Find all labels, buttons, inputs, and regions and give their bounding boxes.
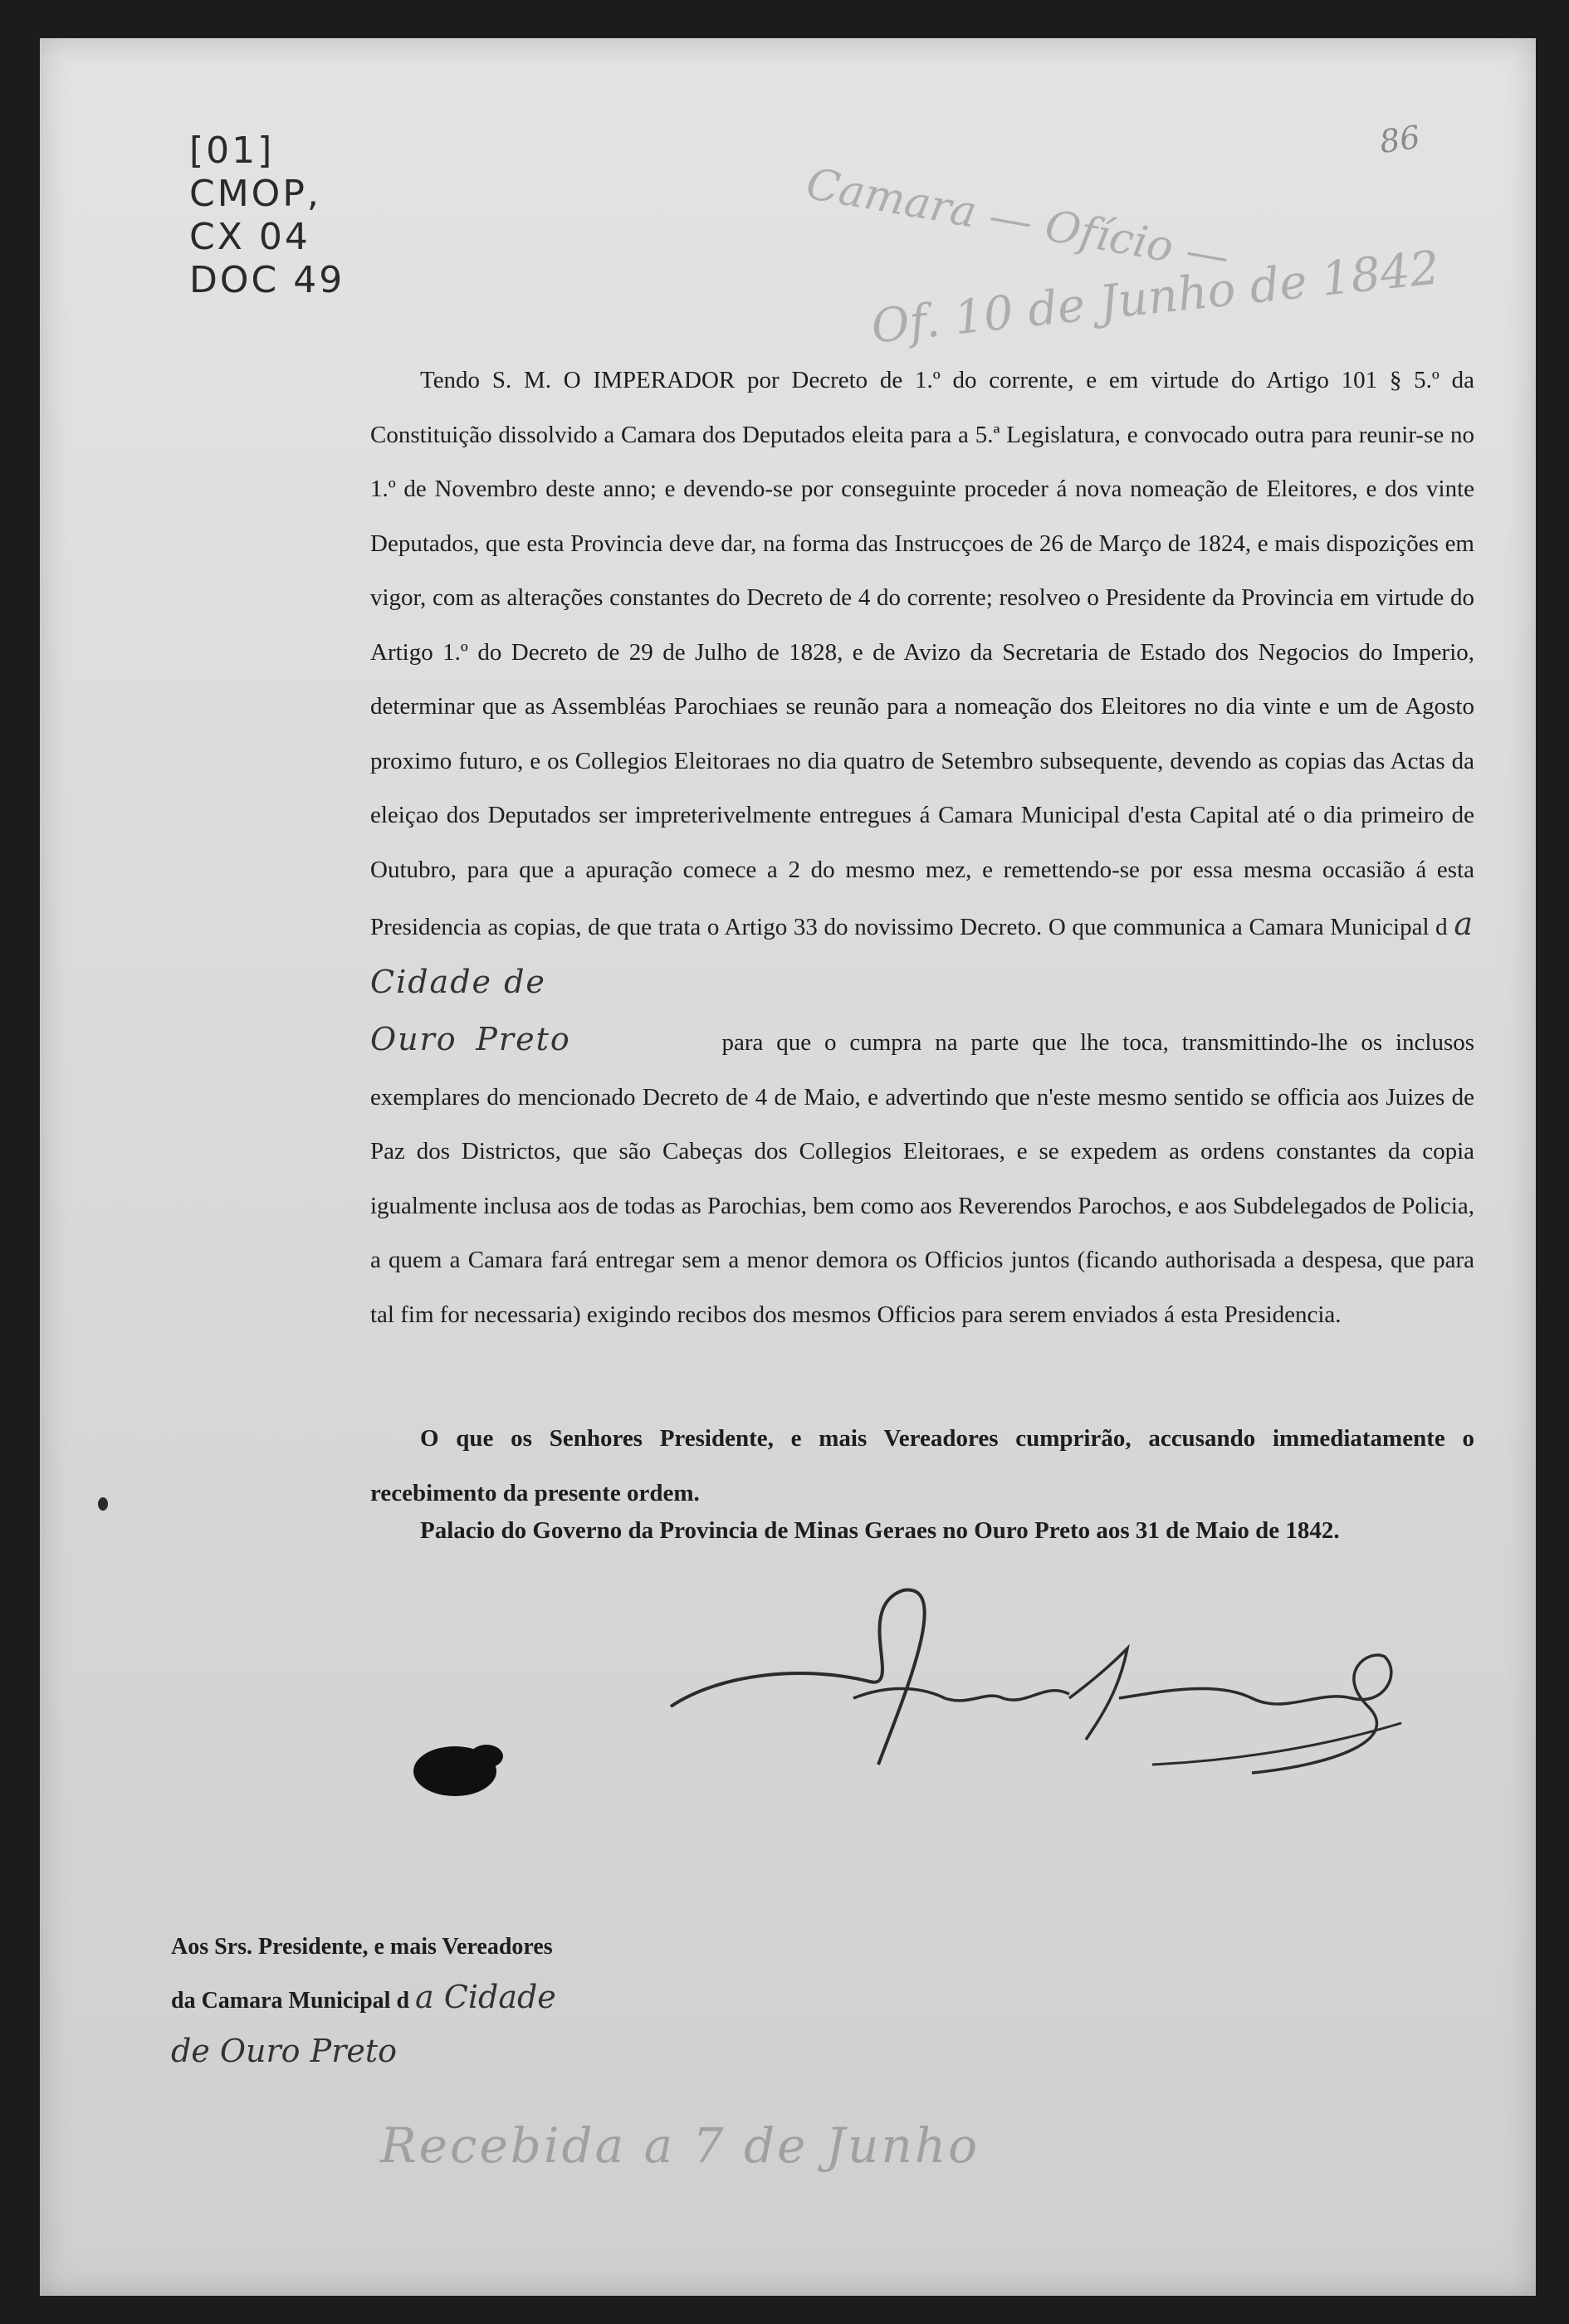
receipt-note: Recebida a 7 de Junho	[380, 2117, 980, 2174]
archive-note-line: [01]	[189, 129, 275, 172]
letter-body-continuation: para que o cumpra na parte que lhe toca, transmittindo-lhe os inclusos exemplares do mencionado Decreto de 4 de Maio, e advertindo que n'este mesmo sentido se officia aos Juizes de Paz dos Districtos, que são Cabeças dos Collegios Eleitoraes, e se expedem as ordens constantes da copia igualmente inclusa aos de todas as Parochias, bem como aos Reverendos Parochos, e aos Subdelegados de Policia, a quem a Camara fará entregar sem a menor demora os Officios juntos (ficando authorisada a despesa, que para tal fim for necessaria) exigindo recibos dos mesmos Officios para serem enviados á esta Presidencia.	[370, 1029, 1475, 1328]
handwritten-city-insert: a Cidade de	[370, 906, 1474, 1000]
document-sheet	[40, 38, 1536, 2296]
margin-mark	[98, 1497, 108, 1511]
archive-note-line: DOC 49	[189, 259, 345, 301]
archive-note-line: CMOP,	[189, 173, 321, 215]
corner-page-number: 86	[1376, 118, 1422, 161]
archive-reference-note	[189, 129, 380, 302]
addressee-handwritten: de Ouro Preto	[171, 2033, 398, 2069]
addressee-block	[171, 1922, 752, 2076]
faded-handwriting: Of. 10 de Junho de 1842	[868, 241, 1443, 354]
signature	[654, 1574, 1468, 1806]
letter-body-text: Tendo S. M. O IMPERADOR por Decreto de 1.º do corrente, e em virtude do Artigo 101 § 5.º da Constituição dissolvido a Camara dos Deputados eleita para a 5.ª Legislatura, e convocado outra para reunir-se no 1.º de Novembro deste anno; e devendo-se por conseguinte proceder á nova nomeação de Eleitores, e dos vinte Deputados, que esta Provincia deve dar, na forma das Instrucçoes de 26 de Março de 1824, e mais dispozições em vigor, com as alterações constantes do Decreto de 4 do corrente; resolveo o Presidente da Provincia em virtude do Artigo 1.º do Decreto de 29 de Julho de 1828, e de Avizo da Secretaria de Estado dos Negocios do Imperio, determinar que as Assembléas Parochiaes se reunão para a nomeação dos Eleitores no dia vinte e um de Agosto proximo futuro, e os Collegios Eleitoraes no dia quatro de Setembro subsequente, devendo as copias das Actas da eleiçao dos Deputados ser impreterivelmente entregues á Camara Municipal d'esta Capital até o dia primeiro de Outubro, para que a apuração comece a 2 do mesmo mez, e remettendo-se por essa mesma occasião á esta Presidencia as copias, de que trata o Artigo 33 do novissimo Decreto. O que communica a Camara Municipal d	[370, 367, 1474, 940]
ink-blot	[405, 1731, 513, 1806]
addressee-line: Aos Srs. Presidente, e mais Vereadores	[171, 1934, 553, 1960]
handwritten-city-name: Ouro Preto	[370, 1021, 571, 1057]
addressee-handwritten: a Cidade	[415, 1979, 556, 2015]
archive-note-line: CX 04	[189, 216, 310, 258]
dateline: Palacio do Governo da Provincia de Minas Geraes no Ouro Preto aos 31 de Maio de 1842.	[420, 1517, 1340, 1544]
closing-paragraph: O que os Senhores Presidente, e mais Vereadores cumprirão, accusando immediatamente o recebimento da presente ordem.	[370, 1425, 1474, 1506]
addressee-line	[171, 1972, 752, 2026]
faded-handwriting: Camara — Ofício —	[802, 159, 1234, 283]
addressee-printed: da Camara Municipal d	[171, 1988, 410, 2014]
letter-body	[370, 354, 1474, 1342]
